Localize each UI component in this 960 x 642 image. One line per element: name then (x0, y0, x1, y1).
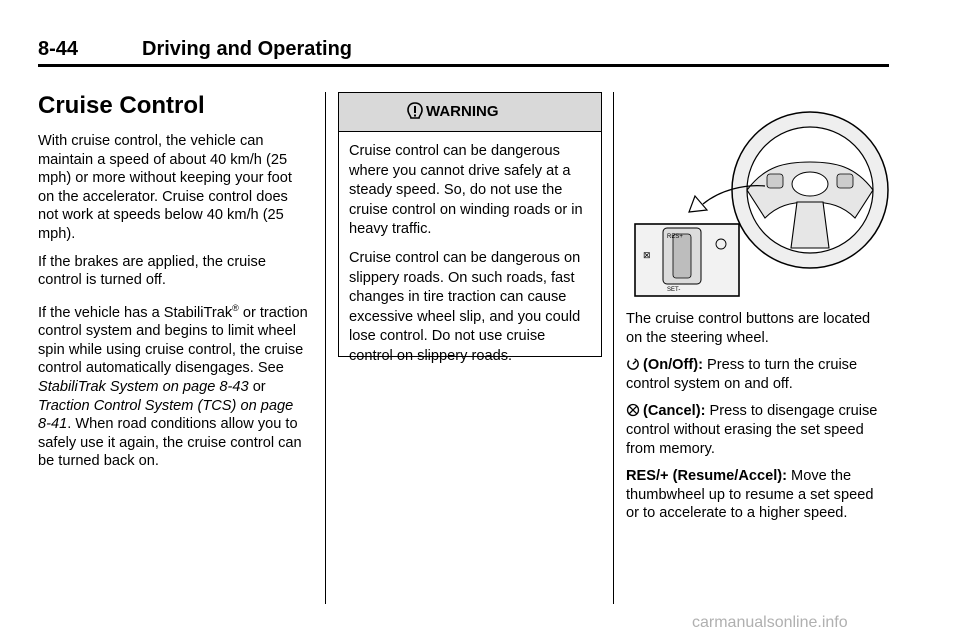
page-number: 8-44 (38, 38, 79, 60)
page-title: Cruise Control (38, 92, 205, 119)
res-label: RES+ (667, 234, 683, 240)
paragraph-brakes: If the brakes are applied, the cruise control is turned off. (38, 253, 266, 289)
column-1 (38, 92, 310, 480)
warning-header (339, 93, 601, 132)
warning-icon (406, 102, 424, 120)
stabilitrak-reference-link[interactable]: StabiliTrak System on page 8-43 (38, 378, 249, 395)
steering-wheel-illustration (625, 98, 905, 303)
column-3 (626, 310, 888, 532)
watermark: carmanualsonline.info (692, 614, 848, 631)
buttons-intro: The cruise control buttons are located on the steering wheel. (626, 311, 871, 346)
warning-label: WARNING (426, 103, 499, 120)
resume-description: RES/+ (Resume/Accel): Move the thumbwheel up to resume a set speed or to accelerate to a higher speed. (626, 468, 874, 522)
paragraph-intro: With cruise control, the vehicle can maintain a speed of about 40 km/h (25 mph) or more without keeping your foot on the accelerator. Cruise control does not work at speeds below 40 km/h (25 mph). (38, 133, 292, 242)
svg-text:⊠: ⊠ (643, 250, 651, 260)
cancel-icon (626, 403, 640, 417)
paragraph-stabilitrak: If the vehicle has a StabiliTrak® or traction control system and begins to limit wheel spin while using cruise control, the cruise control automatically disengages. See StabiliTrak System on page 8-43 or Traction Control System (TCS) on page 8-41. When road conditions allow you to safely use it again, the cruise control can be turned back on. (38, 302, 308, 470)
onoff-description: (On/Off): Press to turn the cruise control system on and off. (626, 357, 858, 392)
warning-paragraph-1: Cruise control can be dangerous where you cannot drive safely at a steady speed. So, do not use the cruise control on winding roads or in heavy traffic. (349, 143, 583, 238)
tcs-reference-link[interactable]: Traction Control System (TCS) on page 8-41 (38, 397, 294, 433)
set-label: SET- (667, 287, 681, 293)
section-title: Driving and Operating (142, 38, 353, 60)
cancel-description: (Cancel): Press to disengage cruise control without erasing the set speed from memory. (626, 403, 878, 457)
warning-paragraph-2: Cruise control can be dangerous on slippery roads. On such roads, fast changes in tire traction can cause excessive wheel slip, and you could lose control. Do not use cruise control on slippery roads. (349, 249, 581, 364)
column-divider (325, 92, 326, 604)
column-divider (613, 92, 614, 604)
cruise-onoff-icon (626, 357, 640, 371)
warning-box (338, 92, 602, 364)
header-rule (38, 64, 889, 67)
